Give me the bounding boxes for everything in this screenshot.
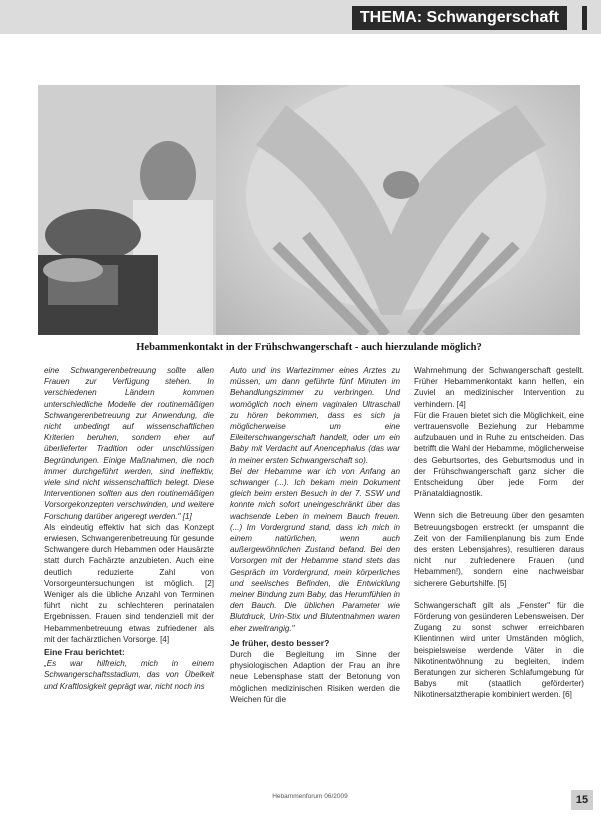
figure-caption: Hebammenkontakt in der Frühschwangerschaft - auch hierzulande möglich? <box>136 342 482 353</box>
section-title: THEMA: Schwangerschaft <box>352 6 567 30</box>
paragraph: Schwangerschaft gilt als „Fenster" für die Förderung von gesünderen Lebensweisen. Der Zugang zu sonst schwer erreichbaren Klientinnen wird unter Umständen möglich, beispielsweise werdende Väter in die Nikotinentwöhnung zu begleiten, indem Beratungen zur sicheren Schlafumgebung für Babys mit (staatlich geförderter) Nikotinersatztherapie kombiniert werden. [6] <box>414 600 584 700</box>
paragraph: Wahrnehmung der Schwangerschaft gestellt. Früher Hebammenkontakt kann helfen, ein Zuviel an medizinischer Intervention zu verhindern. [4] <box>414 366 584 409</box>
paragraph: „Es war hilfreich, mich in einem Schwangerschaftsstadium, das von Übelkeit und Kraftlosigkeit geprägt war, nicht noch ins <box>44 659 214 691</box>
paragraph: Wenn sich die Betreuung über den gesamten Betreuungsbogen erstreckt (er umspannt die Zeit von der Familienplanung bis zum Ende des ersten Lebensjahres), resultieren daraus nicht nur zufriedenere Frauen (und Hebammen!), sondern eine nachweisbar sicherere Geburtshilfe. [5] <box>414 511 584 588</box>
publication-footer: Hebammenforum 06/2009 <box>272 793 348 800</box>
text-column-3 <box>414 365 584 701</box>
text-column-1 <box>44 365 214 692</box>
photo-ultrasound-exam <box>38 85 216 335</box>
paragraph: Durch die Begleitung im Sinne der physiologischen Adaption der Frau an ihre neue Lebensphase statt der Betonung von möglichen medizinischen Risiken werden die Weichen für die <box>230 650 400 704</box>
photo-hands-heart-belly <box>216 85 580 335</box>
hands-heart-illustration <box>216 85 580 335</box>
subheading: Eine Frau berichtet: <box>44 647 125 658</box>
subheading: Je früher, desto besser? <box>230 637 330 648</box>
paragraph: Bei der Hebamme war ich von Anfang an schwanger (...). Ich bekam mein Dokument gleich beim ersten Besuch in der 7. SSW und konnte mich sofort uneingeschränkt über das wachsende Leben in meinem Bauch freuen. (...) Im Vordergrund stand, dass ich mich in einem natürlichen, wenn auch außergewöhnlichen Zustand befand. Bei den Vorsorgen mit der Hebamme stand stets das Gespräch im Vordergrund, mein körperliches und seelisches Befinden, die Entwicklung meiner Bindung zum Baby, das Herumfühlen in den Bauch. Die üblichen Parameter wie Blutdruck, Urin-Stix und Blutentnahmen waren eher zweitrangig." <box>230 466 400 633</box>
paragraph: Auto und ins Wartezimmer eines Arztes zu müssen, um dann geführte fünf Minuten im Behandlungszimmer zu verbringen. Und womöglich noch einem vaginalen Ultraschall zu hören bekommen, dass es sich ja möglicherweise um eine Eileiterschwangerschaft handelt, oder um ein Baby mit Verdacht auf Anencephalus (das war in meiner ersten Schwangerschaft so). <box>230 366 400 465</box>
paragraph: eine Schwangerenbetreuung sollte allen Frauen zur Verfügung stehen. In verschiedenen Ländern kommen unterschiedliche Modelle der routinemäßigen Schwangerenbetreuung zur Anwendung, die nicht unbedingt auf wissenschaftlichen Kriterien beruhen, sondern eher auf überlieferter Tradition oder unschlüssigen Begründungen. Einige Maßnahmen, die noch immer durchgeführt werden, sind ineffektiv, viele sind nicht wissenschaftlich belegt. Diese Interventionen sollten aus den routinemäßigen Vorsorgekonzepten verschwinden, und weitere Forschung darüber angeregt werden." [1] <box>44 366 214 521</box>
header-accent-bar <box>582 6 587 30</box>
paragraph: Für die Frauen bietet sich die Möglichkeit, eine vertrauensvolle Beziehung zur Hebamme aufzubauen und in Ruhe zu entscheiden. Das betrifft die Wahl der Hebamme, möglicherweise des Geburtsortes, des Geburtsmodus und in der Frühschwangerschaft ganz sicher die Entscheidung über jede Form der Pränataldiagnostik. <box>414 410 584 499</box>
paragraph: Als eindeutig effektiv hat sich das Konzept erwiesen, Schwangerenbetreuung für gesunde Schwangere durch Hebammen oder Hausärzte statt durch Fachärzte anzubieten. Auch eine deutlich reduzierte Zahl von Vorsorgeuntersuchungen ist möglich. [2] Weniger als die übliche Anzahl von Terminen führt nicht zu schlechteren perinatalen Ergebnissen. Frauen sind tendenziell mit der Hebammenbetreuung etwas zufriedener als mit der fachärztlichen Vorsorge. [4] <box>44 522 214 644</box>
ultrasound-photo-illustration <box>38 85 216 335</box>
page-number: 15 <box>571 790 593 810</box>
text-column-2 <box>230 365 400 705</box>
